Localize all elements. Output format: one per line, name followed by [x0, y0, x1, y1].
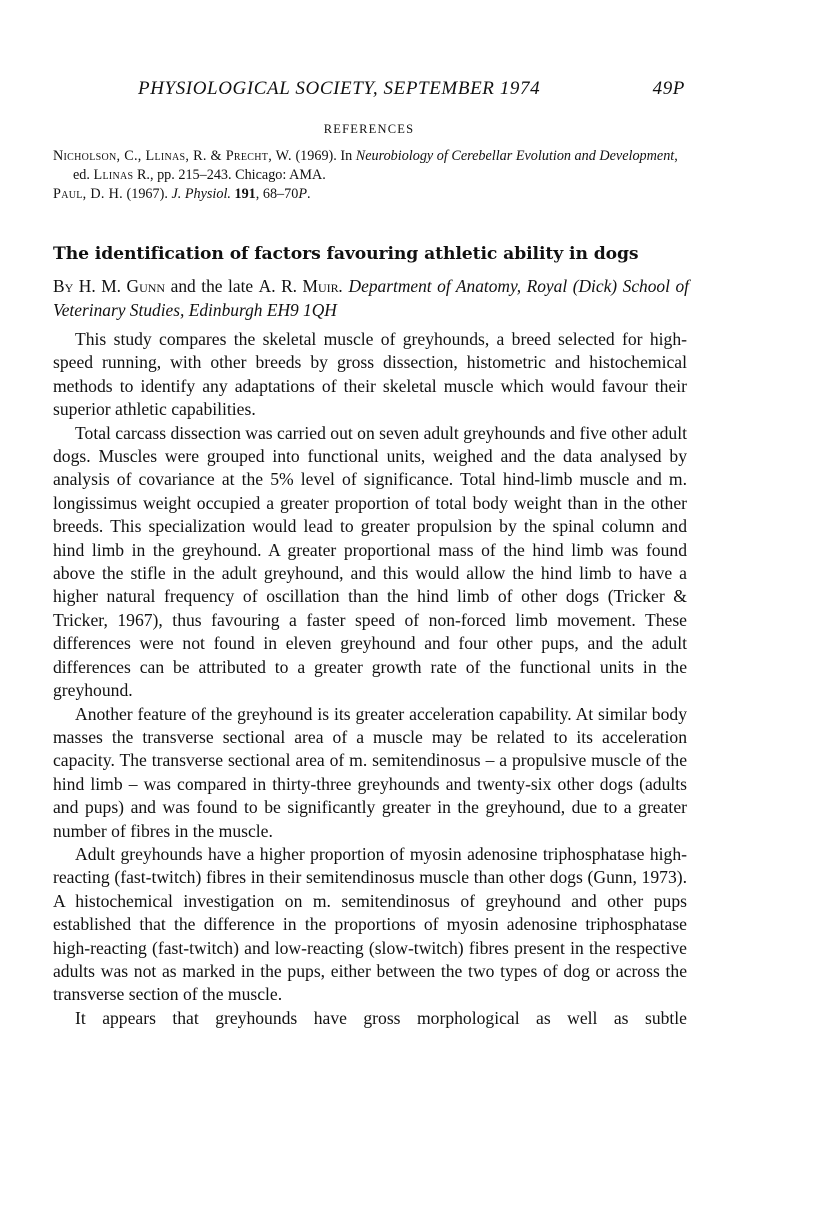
- byline-connector: and the late: [165, 276, 259, 296]
- reference-item: [53, 185, 685, 204]
- author-name: A. R. Muir: [258, 276, 339, 296]
- reference-item: [53, 147, 685, 185]
- body-paragraph: It appears that greyhounds have gross morphological as well as subtle: [75, 1007, 687, 1028]
- article-body: [53, 328, 687, 1030]
- body-paragraph: Another feature of the greyhound is its greater acceleration capability. At similar body masses the transverse sectional area of a muscle may be related to its acceleration capacity. The transverse sectional area of m. semitendinosus – a propulsive muscle of the hind limb – was compared in thirty-three greyhounds and twenty-six other dogs (adults and pups) and was found to be significantly greater in the greyhound, due to a greater number of fibres in the muscle.: [53, 703, 687, 841]
- byline-by: By: [53, 276, 74, 296]
- author-affiliation: . Department of Anatomy, Royal (Dick) School of Veterinary Studies, Edinburgh EH9 1QH: [53, 276, 689, 320]
- page-number: 49P: [652, 78, 685, 99]
- reference-pages: , 68–70: [255, 186, 299, 202]
- reference-source: Neurobiology of Cerebellar Evolution and Development: [355, 148, 675, 164]
- reference-year: (1967).: [122, 186, 172, 202]
- article-title: The identification of factors favouring athletic ability in dogs: [53, 244, 639, 264]
- journal-running-title: PHYSIOLOGICAL SOCIETY, SEPTEMBER 1974: [138, 78, 541, 99]
- reference-text: .: [307, 186, 311, 202]
- reference-text: , ed.: [73, 148, 678, 183]
- body-paragraph: This study compares the skeletal muscle of greyhounds, a breed selected for high-speed running, with other breeds by gross dissection, histometric and histochemical methods to identify any adaptations of their skeletal muscle which would favour their superior athletic capabilities.: [53, 329, 687, 420]
- reference-editor: Llinas: [93, 167, 134, 183]
- references-heading: REFERENCES: [323, 122, 415, 136]
- reference-year: (1969). In: [291, 148, 356, 164]
- reference-authors: Nicholson, C., Llinas, R. & Precht, W.: [53, 148, 292, 164]
- reference-text: R., pp. 215–243. Chicago: AMA.: [133, 167, 326, 183]
- author-name: H. M. Gunn: [73, 276, 166, 296]
- reference-pages-suffix: P: [298, 186, 307, 202]
- byline: [53, 274, 689, 322]
- reference-volume: 191: [230, 186, 256, 202]
- reference-source: J. Physiol.: [171, 186, 231, 202]
- references-section: [53, 122, 685, 204]
- body-paragraph: Adult greyhounds have a higher proportion of myosin adenosine triphosphatase high-reacting (fast-twitch) fibres in their semitendinosus muscle than other dogs (Gunn, 1973). A histochemical investigation on m. semitendinosus of greyhound and other pups established that the difference in the proportions of myosin adenosine triphosphatase high-reacting (fast-twitch) and low-reacting (slow-twitch) fibres present in the respective adults was not as marked in the pups, either between the two types of dog or across the transverse section of the muscle.: [53, 843, 687, 1005]
- body-paragraph: Total carcass dissection was carried out on seven adult greyhounds and five other adult dogs. Muscles were grouped into functional units, weighed and the data analysed by analysis of covariance at the 5% level of significance. Total hind-limb muscle and m. longissimus weight occupied a greater proportion of total body weight than in the other breeds. This specialization would lead to greater propulsion by the spinal column and hind limb in the greyhound. A greater proportional mass of the hind limb was found above the stifle in the adult greyhound, and this would allow the hind limb to have a higher natural frequency of oscillation than the hind limb of other dogs (Tricker & Tricker, 1967), thus favouring a faster speed of non-forced limb movement. These differences were not found in eleven greyhound and four other pups, and the adult differences can be attributed to a greater growth rate of the functional units in the greyhound.: [53, 422, 687, 701]
- reference-authors: Paul, D. H.: [53, 186, 123, 202]
